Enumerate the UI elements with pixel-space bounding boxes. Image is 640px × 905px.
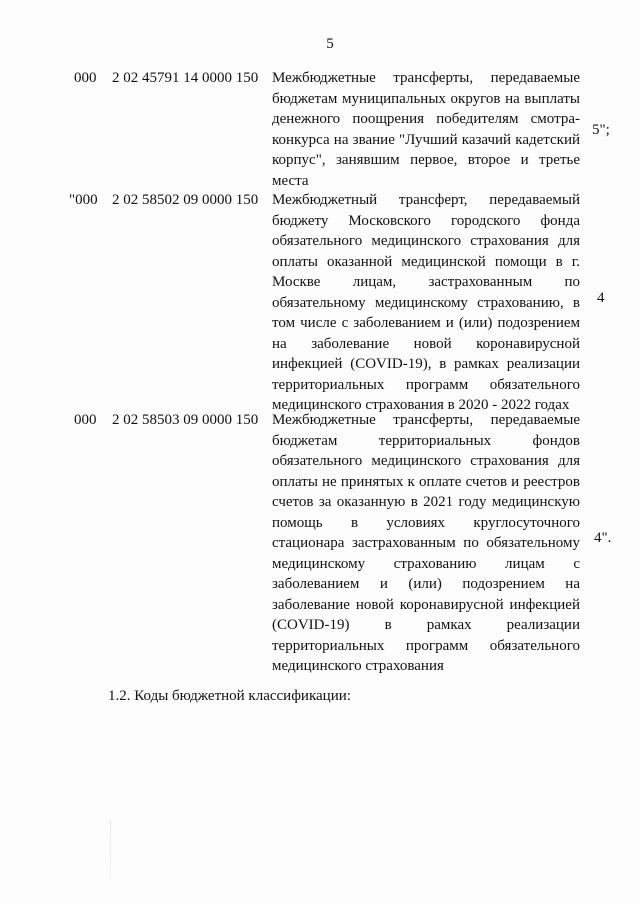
page-number: 5 — [326, 36, 334, 52]
row-description: Межбюджетный трансферт, передаваемый бюджету Московского городского фонда обязательного медицинского страхования для оплаты оказанной медицинской помощи в г. Москве лицам, застрахованным по обязательному медицинскому страхованию, в том числе с заболеванием и (или) подозрением на заболевание новой коронавирусной инфекцией (COVID-19), в рамках реализации территориальных программ обязательного медицинского страхования в 2020 - 2022 годах — [272, 192, 580, 413]
kbk-code: 2 02 45791 14 0000 150 — [112, 70, 259, 86]
row-description: Межбюджетные трансферты, передаваемые бюджетам муниципальных округов на выплаты денежного поощрения победителям смотра-конкурса на звание "Лучший казачий кадетский корпус", занявшим первое, второе и третье места — [272, 70, 580, 189]
admin-code: 000 — [74, 412, 97, 428]
scan-artifact — [110, 820, 111, 880]
kbk-code: 2 02 58503 09 0000 150 — [112, 412, 259, 428]
row-reference: 4". — [594, 530, 612, 546]
kbk-code: 2 02 58502 09 0000 150 — [112, 192, 259, 208]
row-description: Межбюджетные трансферты, передаваемые бюджетам территориальных фондов обязательного медицинского страхования для оплаты не принятых к оплате счетов и реестров счетов за оказанную в 2021 году медицинскую помощь в условиях круглосуточного стационара застрахованным по обязательному медицинскому страхованию лицам с заболеванием и (или) подозрением на заболевание новой коронавирусной инфекцией (COVID-19) в рамках реализации территориальных программ обязательного медицинского страхования — [272, 412, 580, 674]
section-heading: 1.2. Коды бюджетной классификации: — [108, 688, 351, 704]
row-reference: 5"; — [592, 122, 610, 138]
admin-code: "000 — [69, 192, 98, 208]
row-reference: 4 — [597, 290, 605, 306]
admin-code: 000 — [74, 70, 97, 86]
